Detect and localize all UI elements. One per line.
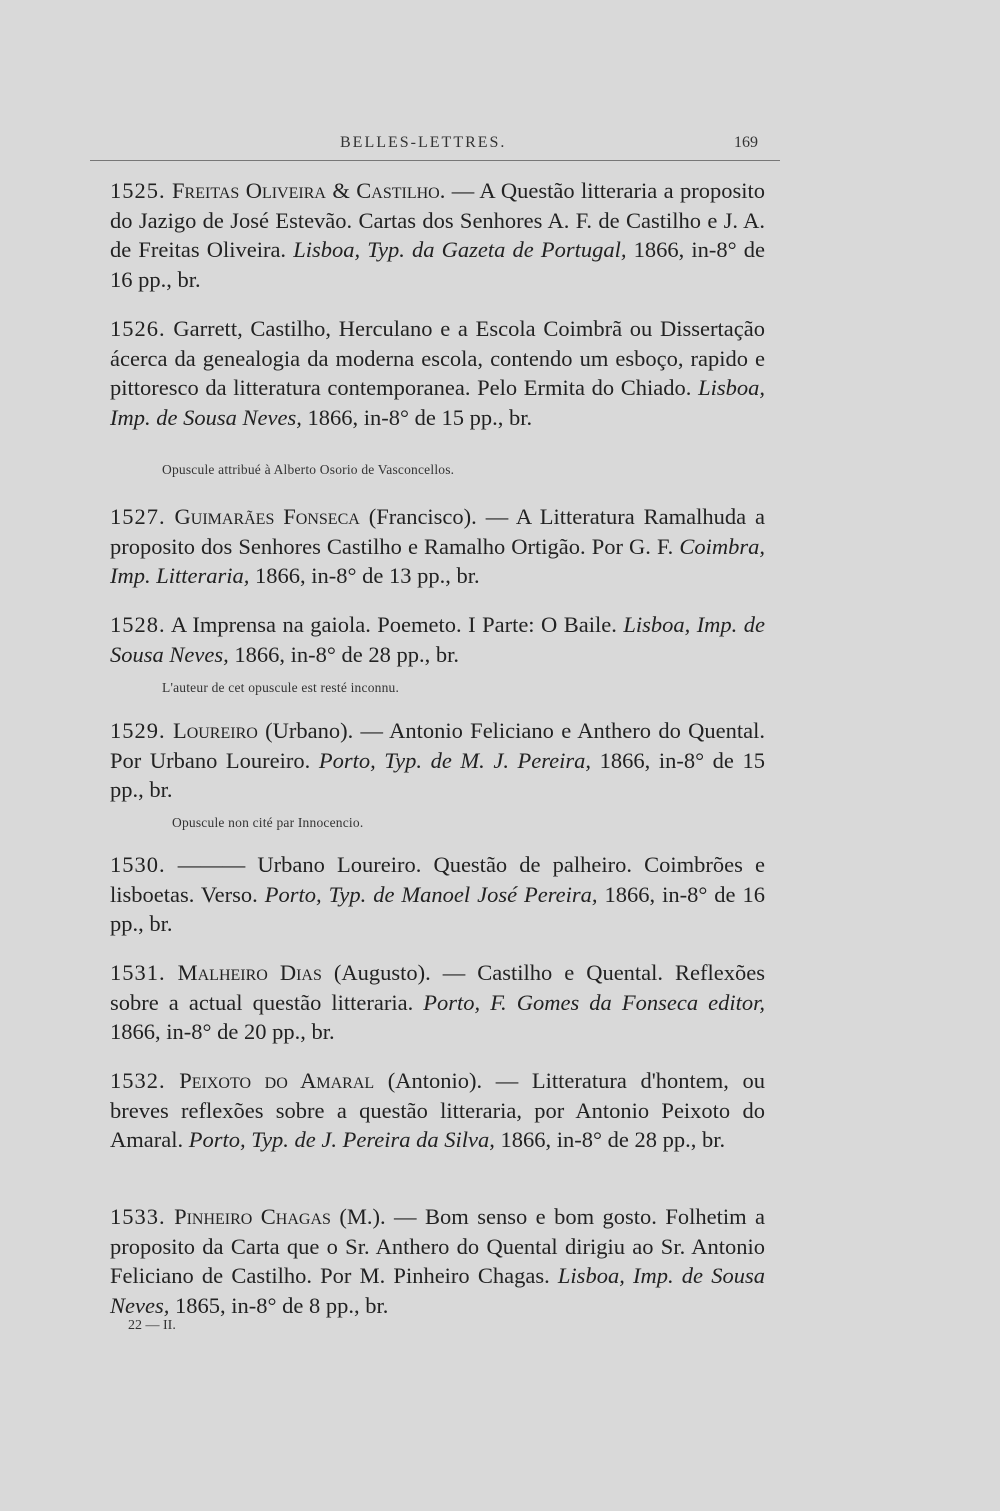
entry-imprint: Lisboa, Imp. de Sousa Neves, xyxy=(110,375,765,430)
entry-author: Loureiro xyxy=(172,718,258,743)
entry-1527 xyxy=(110,502,765,591)
entry-text xyxy=(110,502,765,591)
entry-number: 1532. xyxy=(110,1068,166,1093)
entry-title: Garrett, Castilho, Herculano e a Escola Coimbrã ou Dissertação ácerca da genealogia da moderna escola, contendo um esboço, rapido e pittoresco da litteratura contemporanea. Pelo Ermita do Chiado. xyxy=(110,316,765,400)
entry-number: 1531. xyxy=(110,960,166,985)
entry-title: (M.). — Bom senso e bom gosto. Folhetim a proposito da Carta que o Sr. Anthero do Quental dirigiu ao Sr. Antonio Feliciano de Castilho. Por M. Pinheiro Chagas. xyxy=(110,1204,766,1288)
entry-author: Pinheiro Chagas xyxy=(174,1204,331,1229)
entry-1530 xyxy=(110,850,765,939)
entry-collation: 1866, in-8° de 28 pp., br. xyxy=(494,1127,726,1152)
entry-collation: 1866, in-8° de 16 pp., br. xyxy=(110,237,765,292)
entry-author: Peixoto do Amaral xyxy=(179,1068,375,1093)
entry-author: Guimarães Fonseca xyxy=(174,504,360,529)
entry-imprint: Porto, Typ. de Manoel José Pereira, xyxy=(264,881,598,907)
signature-mark: 22 — II. xyxy=(128,1318,176,1333)
entry-imprint: Porto, Typ. de M. J. Pereira, xyxy=(318,747,592,773)
entry-text xyxy=(110,850,765,939)
page-number: 169 xyxy=(734,134,758,151)
entry-number: 1533. xyxy=(110,1204,166,1229)
entry-collation: 1866, in-8° de 28 pp., br. xyxy=(228,641,459,667)
entry-number: 1530. xyxy=(110,852,166,877)
running-title: BELLES-LETTRES. xyxy=(340,134,507,151)
entry-collation: 1866, in-8° de 15 pp., br. xyxy=(110,747,765,802)
entry-1532 xyxy=(110,1066,765,1155)
entry-imprint: Lisboa, Imp. de Sousa Neves, xyxy=(110,1263,765,1318)
entry-text xyxy=(110,716,765,805)
entry-imprint: Coimbra, Imp. Litteraria, xyxy=(110,533,765,588)
entry-1533 xyxy=(110,1202,765,1320)
entry-number: 1526. xyxy=(110,316,166,341)
entry-text xyxy=(110,1202,765,1320)
entry-number: 1527. xyxy=(110,504,166,529)
entry-collation: 1866, in-8° de 16 pp., br. xyxy=(110,881,765,936)
entry-1525 xyxy=(110,176,765,294)
entry-imprint: Lisboa, Imp. de Sousa Neves, xyxy=(110,612,766,667)
entry-collation: 1865, in-8° de 8 pp., br. xyxy=(169,1292,389,1318)
entry-1529 xyxy=(110,716,765,805)
entry-title: (Augusto). — Castilho e Quental. Reflexões sobre a actual questão litteraria. xyxy=(110,960,766,1015)
entry-1526 xyxy=(110,314,765,432)
entry-note: Opuscule non cité par Innocencio. xyxy=(172,815,364,830)
entry-note: Opuscule attribué à Alberto Osorio de Vasconcellos. xyxy=(162,462,455,477)
entry-imprint: Porto, Typ. de J. Pereira da Silva, xyxy=(188,1127,495,1152)
entry-imprint: Porto, F. Gomes da Fonseca editor, xyxy=(423,989,765,1015)
entry-text xyxy=(110,314,765,432)
entry-1531 xyxy=(110,958,765,1047)
entry-title: (Antonio). — Litteratura d'hontem, ou breves reflexões sobre a questão litteraria, por Antonio Peixoto do Amaral. xyxy=(110,1068,765,1152)
entry-text xyxy=(110,176,765,294)
entry-title: (Urbano). — Antonio Feliciano e Anthero do Quental. Por Urbano Loureiro. xyxy=(110,718,766,773)
entry-number: 1528. xyxy=(110,612,166,637)
entry-collation: 1866, in-8° de 20 pp., br. xyxy=(110,1019,335,1044)
entry-title: A Imprensa na gaiola. Poemeto. I Parte: O Baile. xyxy=(165,612,624,637)
entry-text xyxy=(110,610,765,669)
entry-text xyxy=(110,1066,765,1155)
entry-note: L'auteur de cet opuscule est resté inconnu. xyxy=(162,680,400,695)
entry-collation: 1866, in-8° de 13 pp., br. xyxy=(249,563,480,588)
entry-number: 1529. xyxy=(110,718,166,743)
entry-imprint: Lisboa, Typ. da Gazeta de Portugal, xyxy=(293,237,627,262)
page-header xyxy=(100,134,780,160)
entry-title: ——— Urbano Loureiro. Questão de palheiro. Coimbrões e lisboetas. Verso. xyxy=(110,852,765,907)
header-rule xyxy=(90,160,780,161)
entry-title: — A Questão litteraria a proposito do Jazigo de José Estevão. Cartas dos Senhores A. F. de Castilho e J. A. de Freitas Oliveira. xyxy=(110,178,765,262)
entry-1528 xyxy=(110,610,765,669)
entry-title: (Francisco). — A Litteratura Ramalhuda a proposito dos Senhores Castilho e Ramalho Ortigão. Por G. F. xyxy=(110,504,766,559)
entry-author: Freitas Oliveira & Castilho. xyxy=(172,178,446,203)
entry-text xyxy=(110,958,765,1047)
entry-number: 1525. xyxy=(110,178,166,203)
entry-collation: 1866, in-8° de 15 pp., br. xyxy=(301,404,533,430)
entry-author: Malheiro Dias xyxy=(177,960,322,985)
